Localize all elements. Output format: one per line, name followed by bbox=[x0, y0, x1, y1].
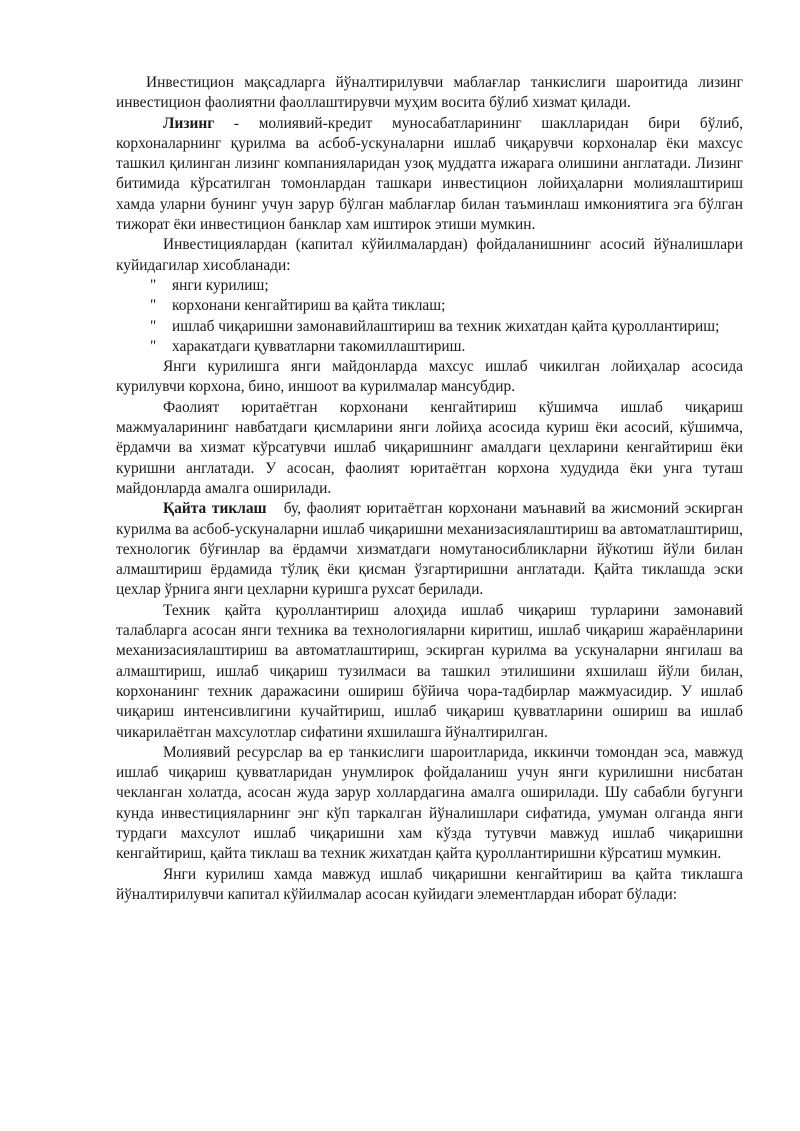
list-item: " ишлаб чиқаришни замонавийлаштириш ва техник жихатдан қайта қуроллантириш; bbox=[150, 317, 743, 337]
list-item: " харакатдаги қувватларни такомиллаштириш. bbox=[150, 337, 743, 357]
list-item: " янги курилиш; bbox=[150, 276, 743, 296]
paragraph-leasing-definition: Лизинг - молиявий-кредит муносабатларининг шаклларидан бири бўлиб, корхоналарнинг қурилма ва асбоб-ускуналарни ишлаб чиқарувчи корхоналар ёки махсус ташкил қилинган лизинг компанияларидан узоқ муддатга ижарага олишини англатади. Лизинг битимида кўрсатилган томонлардан ташкари инвестицион лойиҳаларни молиялаштириш хамда уларни бунинг учун зарур бўлган маблағлар билан таъминлаш имкониятига эга бўлган тижорат ёки инвестицион банклар хам иштирок этиши мумкин. bbox=[116, 114, 743, 234]
bullet-mark: " bbox=[150, 317, 157, 335]
bullet-mark: " bbox=[150, 337, 157, 355]
term-reconstruction: Қайта тиклаш bbox=[163, 500, 267, 518]
paragraph-technical-reequipment: Техник қайта қуроллантириш алоҳида ишлаб чиқариш турларини замонавий талабларга асосан янги техника ва технологияларни киритиш, ишлаб чиқариш жараёнларини механизасиялаштириш ва автоматлаштириш, эскирган курилма ва ускуналарни янгилаш ва алмаштириш, ишлаб чиқариш тузилмаси ва ташкил этилишини яхшилаш йўли билан, корхонанинг техник даражасини ошириш бўйича чора-тадбирлар мажмуасидир. У ишлаб чиқариш интенсивлигини кучайтириш, ишлаб чиқариш қувватларини ошириш ва ишлаб чикарилаётган махсулотлар сифатини яхшилашга йўналтирилган. bbox=[116, 601, 743, 741]
paragraph-investment-directions: Инвестициялардан (капитал кўйилмалардан) фойдаланишнинг асосий йўналишлари куйидагилар хисобланади: bbox=[116, 236, 743, 274]
paragraph-new-construction: Янги курилишга янги майдонларда махсус ишлаб чикилган лойиҳалар асосида курилувчи корхона, бино, иншоот ва курилмалар мансубдир. bbox=[116, 358, 743, 396]
paragraph-capital-investment-elements: Янги курилиш хамда мавжуд ишлаб чиқаришни кенгайтириш ва қайта тиклашга йўналтирилувчи капитал кўйилмалар асосан куйидаги элементлардан иборат бўлади: bbox=[116, 865, 743, 903]
document-page bbox=[116, 73, 747, 905]
term-leasing: Лизинг bbox=[163, 114, 215, 132]
paragraph-leasing-intro: Инвестицион мақсадларга йўналтирилувчи маблағлар танкислиги шароитида лизинг инвестицион фаолиятни фаоллаштирувчи муҳим восита бўлиб хизмат қилади. bbox=[116, 74, 743, 112]
bullet-mark: " bbox=[150, 276, 157, 294]
bullet-mark: " bbox=[150, 297, 157, 315]
list-item: " корхонани кенгайтириш ва қайта тиклаш; bbox=[150, 296, 743, 316]
paragraph-reconstruction: Қайта тиклаш бу, фаолият юритаётган корхонани маънавий ва жисмоний эскирган курилма ва асбоб-ускуналарни ишлаб чиқаришни механизасиялаштириш ва автоматлаштириш, технологик бўғинлар ва ёрдамчи хизматдаги номутаносибликларни йўкотиш йўли билан алмаштириш ёрдамида тўлиқ ёки қисман ўзгартиришни англатади. Қайта тиклашда эски цехлар ўрнига янги цехларни куришга рухсат берилади. bbox=[116, 500, 747, 599]
paragraph-expansion: Фаолият юритаётган корхонани кенгайтириш кўшимча ишлаб чиқариш мажмуаларининг навбатдаги қисмларини янги лойиҳа асосида куриш ёки асосий, кўшимча, ёрдамчи ва хизмат кўрсатувчи ишлаб чиқаришнинг амалдаги цехларини кенгайтириш ёки куришни англатади. У асосан, фаолият юритаётган корхона худудида ёки унга туташ майдонларда амалга оширилади. bbox=[116, 398, 743, 497]
investment-directions-list bbox=[116, 276, 743, 357]
paragraph-resource-shortage: Молиявий ресурслар ва ер танкислиги шароитларида, иккинчи томондан эса, мавжуд ишлаб чиқариш қувватларидан унумлирок фойдаланиш учун янги курилишни нисбатан чекланган холатда, асосан жуда зарур холлардагина амалга оширилади. Шу сабабли бугунги кунда инвестицияларнинг энг кўп таркалган йўналишлари сифатида, умуман олганда янги турдаги махсулот ишлаб чиқаришни хам кўзда тутувчи мавжуд ишлаб чиқаришни кенгайтириш, қайта тиклаш ва техник жихатдан қайта қуроллантиришни кўрсатиш мумкин. bbox=[116, 743, 743, 863]
